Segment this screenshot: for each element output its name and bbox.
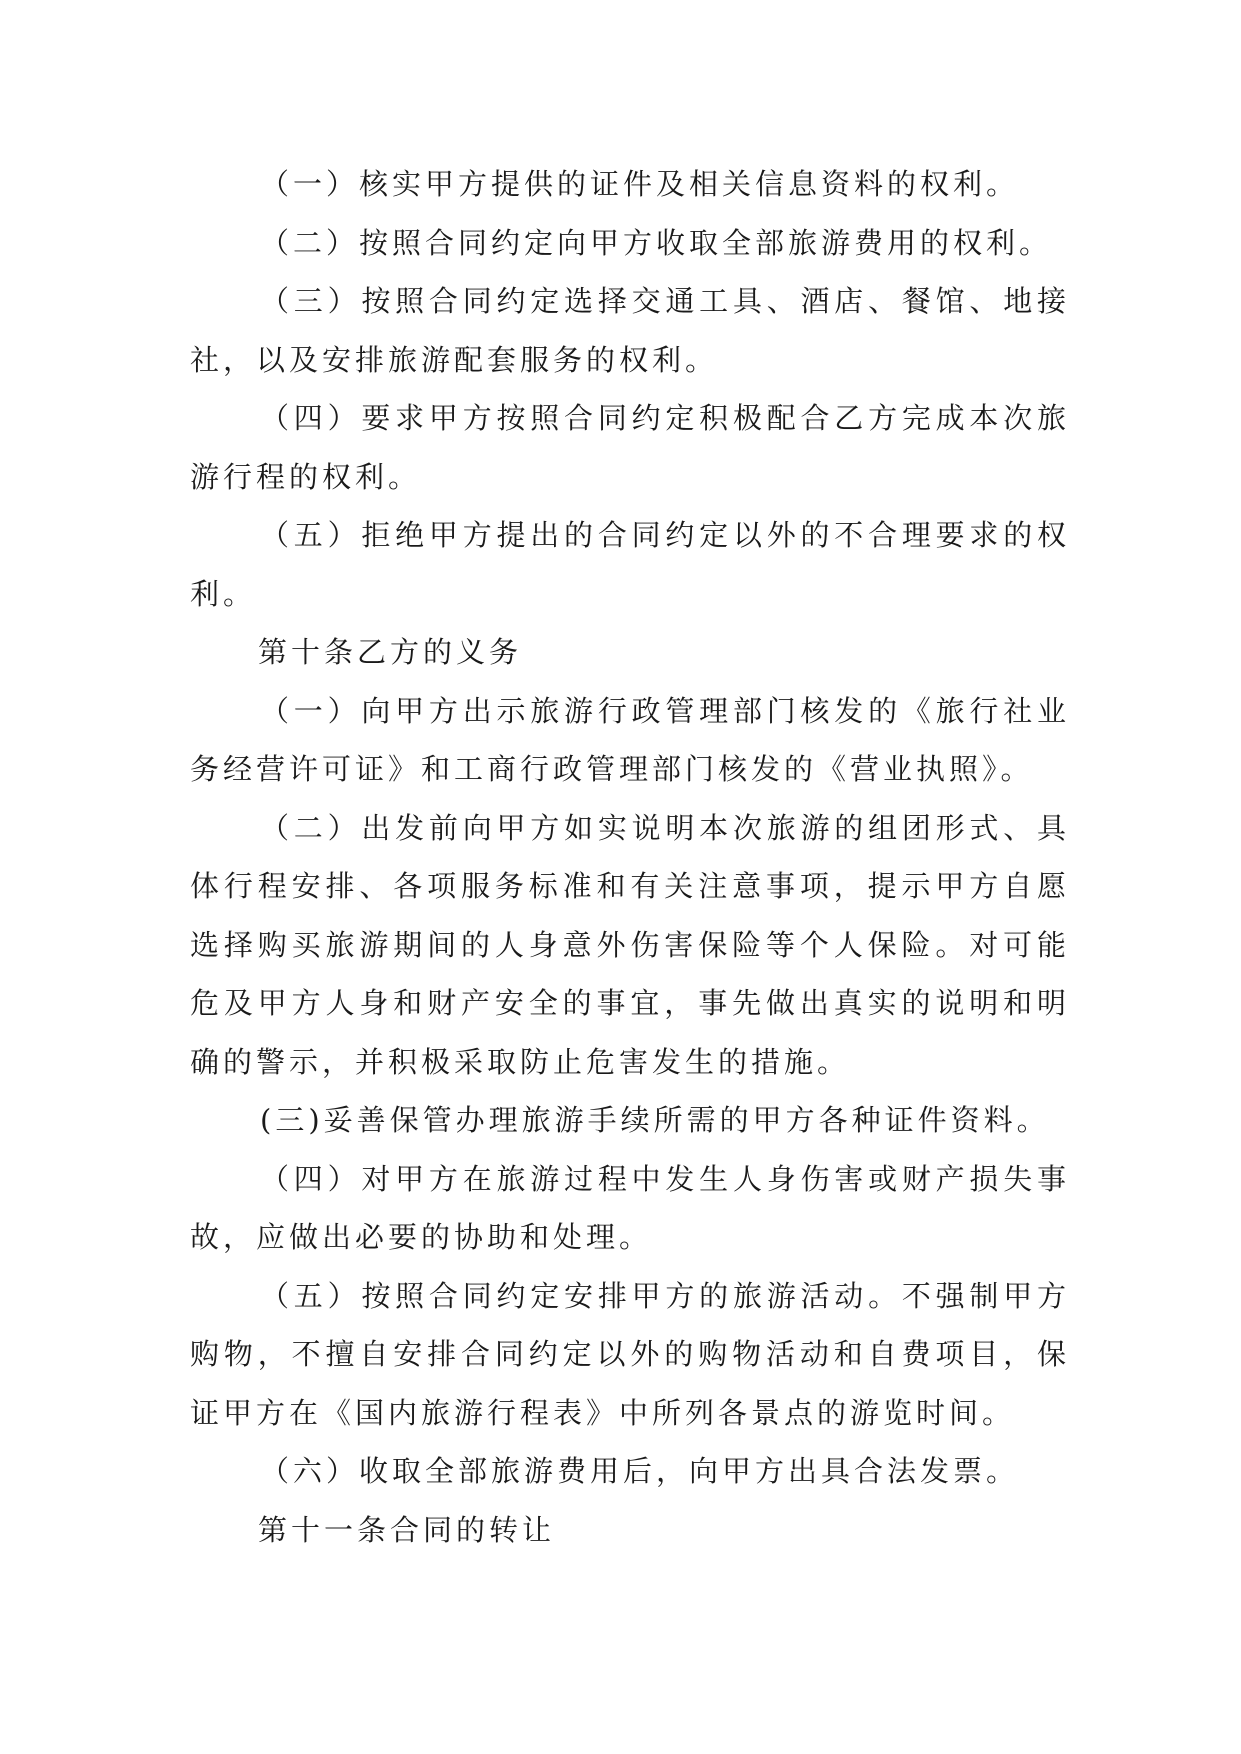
paragraph-duty-1: （一）向甲方出示旅游行政管理部门核发的《旅行社业务经营许可证》和工商行政管理部门核发的《营业执照》。 — [190, 693, 1070, 786]
paragraph-right-1: （一）核实甲方提供的证件及相关信息资料的权利。 — [260, 167, 1020, 201]
paragraph-duty-5: （五）按照合同约定安排甲方的旅游活动。不强制甲方购物，不擅自安排合同约定以外的购物活动和自费项目，保证甲方在《国内旅游行程表》中所列各景点的游览时间。 — [190, 1278, 1070, 1430]
article-heading-10: 第十条乙方的义务 — [258, 635, 523, 669]
paragraph-right-5: （五）拒绝甲方提出的合同约定以外的不合理要求的权利。 — [190, 518, 1070, 611]
paragraph-duty-4: （四）对甲方在旅游过程中发生人身伤害或财产损失事故，应做出必要的协助和处理。 — [190, 1161, 1070, 1254]
document-body — [190, 155, 1070, 1559]
paragraph-right-2: （二）按照合同约定向甲方收取全部旅游费用的权利。 — [260, 225, 1053, 260]
paragraph-right-4: （四）要求甲方按照合同约定积极配合乙方完成本次旅游行程的权利。 — [190, 401, 1070, 494]
paragraph-duty-6: （六）收取全部旅游费用后，向甲方出具合法发票。 — [260, 1454, 1020, 1488]
paragraph-right-3: （三）按照合同约定选择交通工具、酒店、餐馆、地接社，以及安排旅游配套服务的权利。 — [190, 284, 1070, 377]
paragraph-duty-2: （二）出发前向甲方如实说明本次旅游的组团形式、具体行程安排、各项服务标准和有关注意事项，提示甲方自愿选择购买旅游期间的人身意外伤害保险等个人保险。对可能危及甲方人身和财产安全的事宜，事先做出真实的说明和明确的警示，并积极采取防止危害发生的措施。 — [190, 810, 1070, 1079]
article-heading-11: 第十一条合同的转让 — [258, 1512, 556, 1547]
paragraph-duty-3: (三)妥善保管办理旅游手续所需的甲方各种证件资料。 — [260, 1103, 1050, 1137]
